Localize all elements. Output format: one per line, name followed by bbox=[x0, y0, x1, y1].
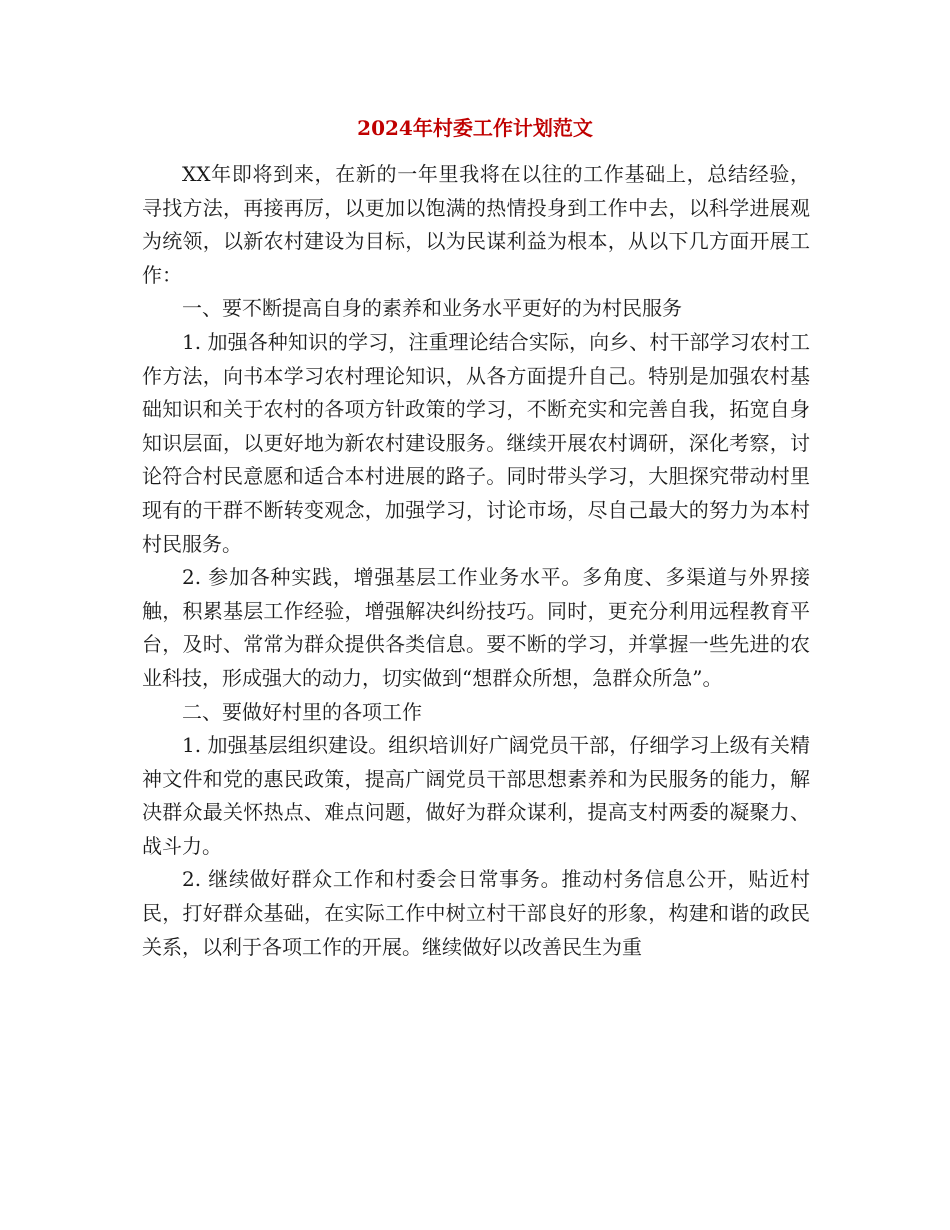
paragraph-2-1: 1. 加强基层组织建设。组织培训好广阔党员干部，仔细学习上级有关精神文件和党的惠民政策，提高广阔党员干部思想素养和为民服务的能力，解决群众最关怀热点、难点问题，做好为群众谋利，提高支村两委的凝聚力、战斗力。 bbox=[142, 733, 810, 858]
document-title: 2024年村委工作计划范文 bbox=[357, 116, 593, 140]
paragraph-1-2: 2. 参加各种实践，增强基层工作业务水平。多角度、多渠道与外界接触，积累基层工作经验，增强解决纠纷技巧。同时，更充分利用远程教育平台，及时、常常为群众提供各类信息。要不断的学习，并掌握一些先进的农业科技，形成强大的动力，切实做到“想群众所想，急群众所急”。 bbox=[142, 565, 810, 690]
intro-paragraph: XX年即将到来，在新的一年里我将在以往的工作基础上，总结经验，寻找方法，再接再厉，以更加以饱满的热情投身到工作中去，以科学进展观为统领，以新农村建设为目标，以为民谋利益为根本，从以下几方面开展工作： bbox=[142, 162, 810, 287]
section-heading-2: 二、要做好村里的各项工作 bbox=[182, 699, 422, 724]
section-heading-1: 一、要不断提高自身的素养和业务水平更好的为村民服务 bbox=[182, 296, 682, 321]
paragraph-2-2: 2. 继续做好群众工作和村委会日常事务。推动村务信息公开，贴近村民，打好群众基础，在实际工作中树立村干部良好的形象，构建和谐的政民关系，以利于各项工作的开展。继续做好以改善民生为重 bbox=[142, 867, 810, 959]
document-body bbox=[142, 158, 810, 964]
paragraph-1-1: 1. 加强各种知识的学习，注重理论结合实际，向乡、村干部学习农村工作方法，向书本学习农村理论知识，从各方面提升自己。特别是加强农村基础知识和关于农村的各项方针政策的学习，不断充实和完善自我，拓宽自身知识层面，以更好地为新农村建设服务。继续开展农村调研，深化考察，讨论符合村民意愿和适合本村进展的路子。同时带头学习，大胆探究带动村里现有的干群不断转变观念，加强学习，讨论市场，尽自己最大的努力为本村村民服务。 bbox=[142, 329, 810, 556]
